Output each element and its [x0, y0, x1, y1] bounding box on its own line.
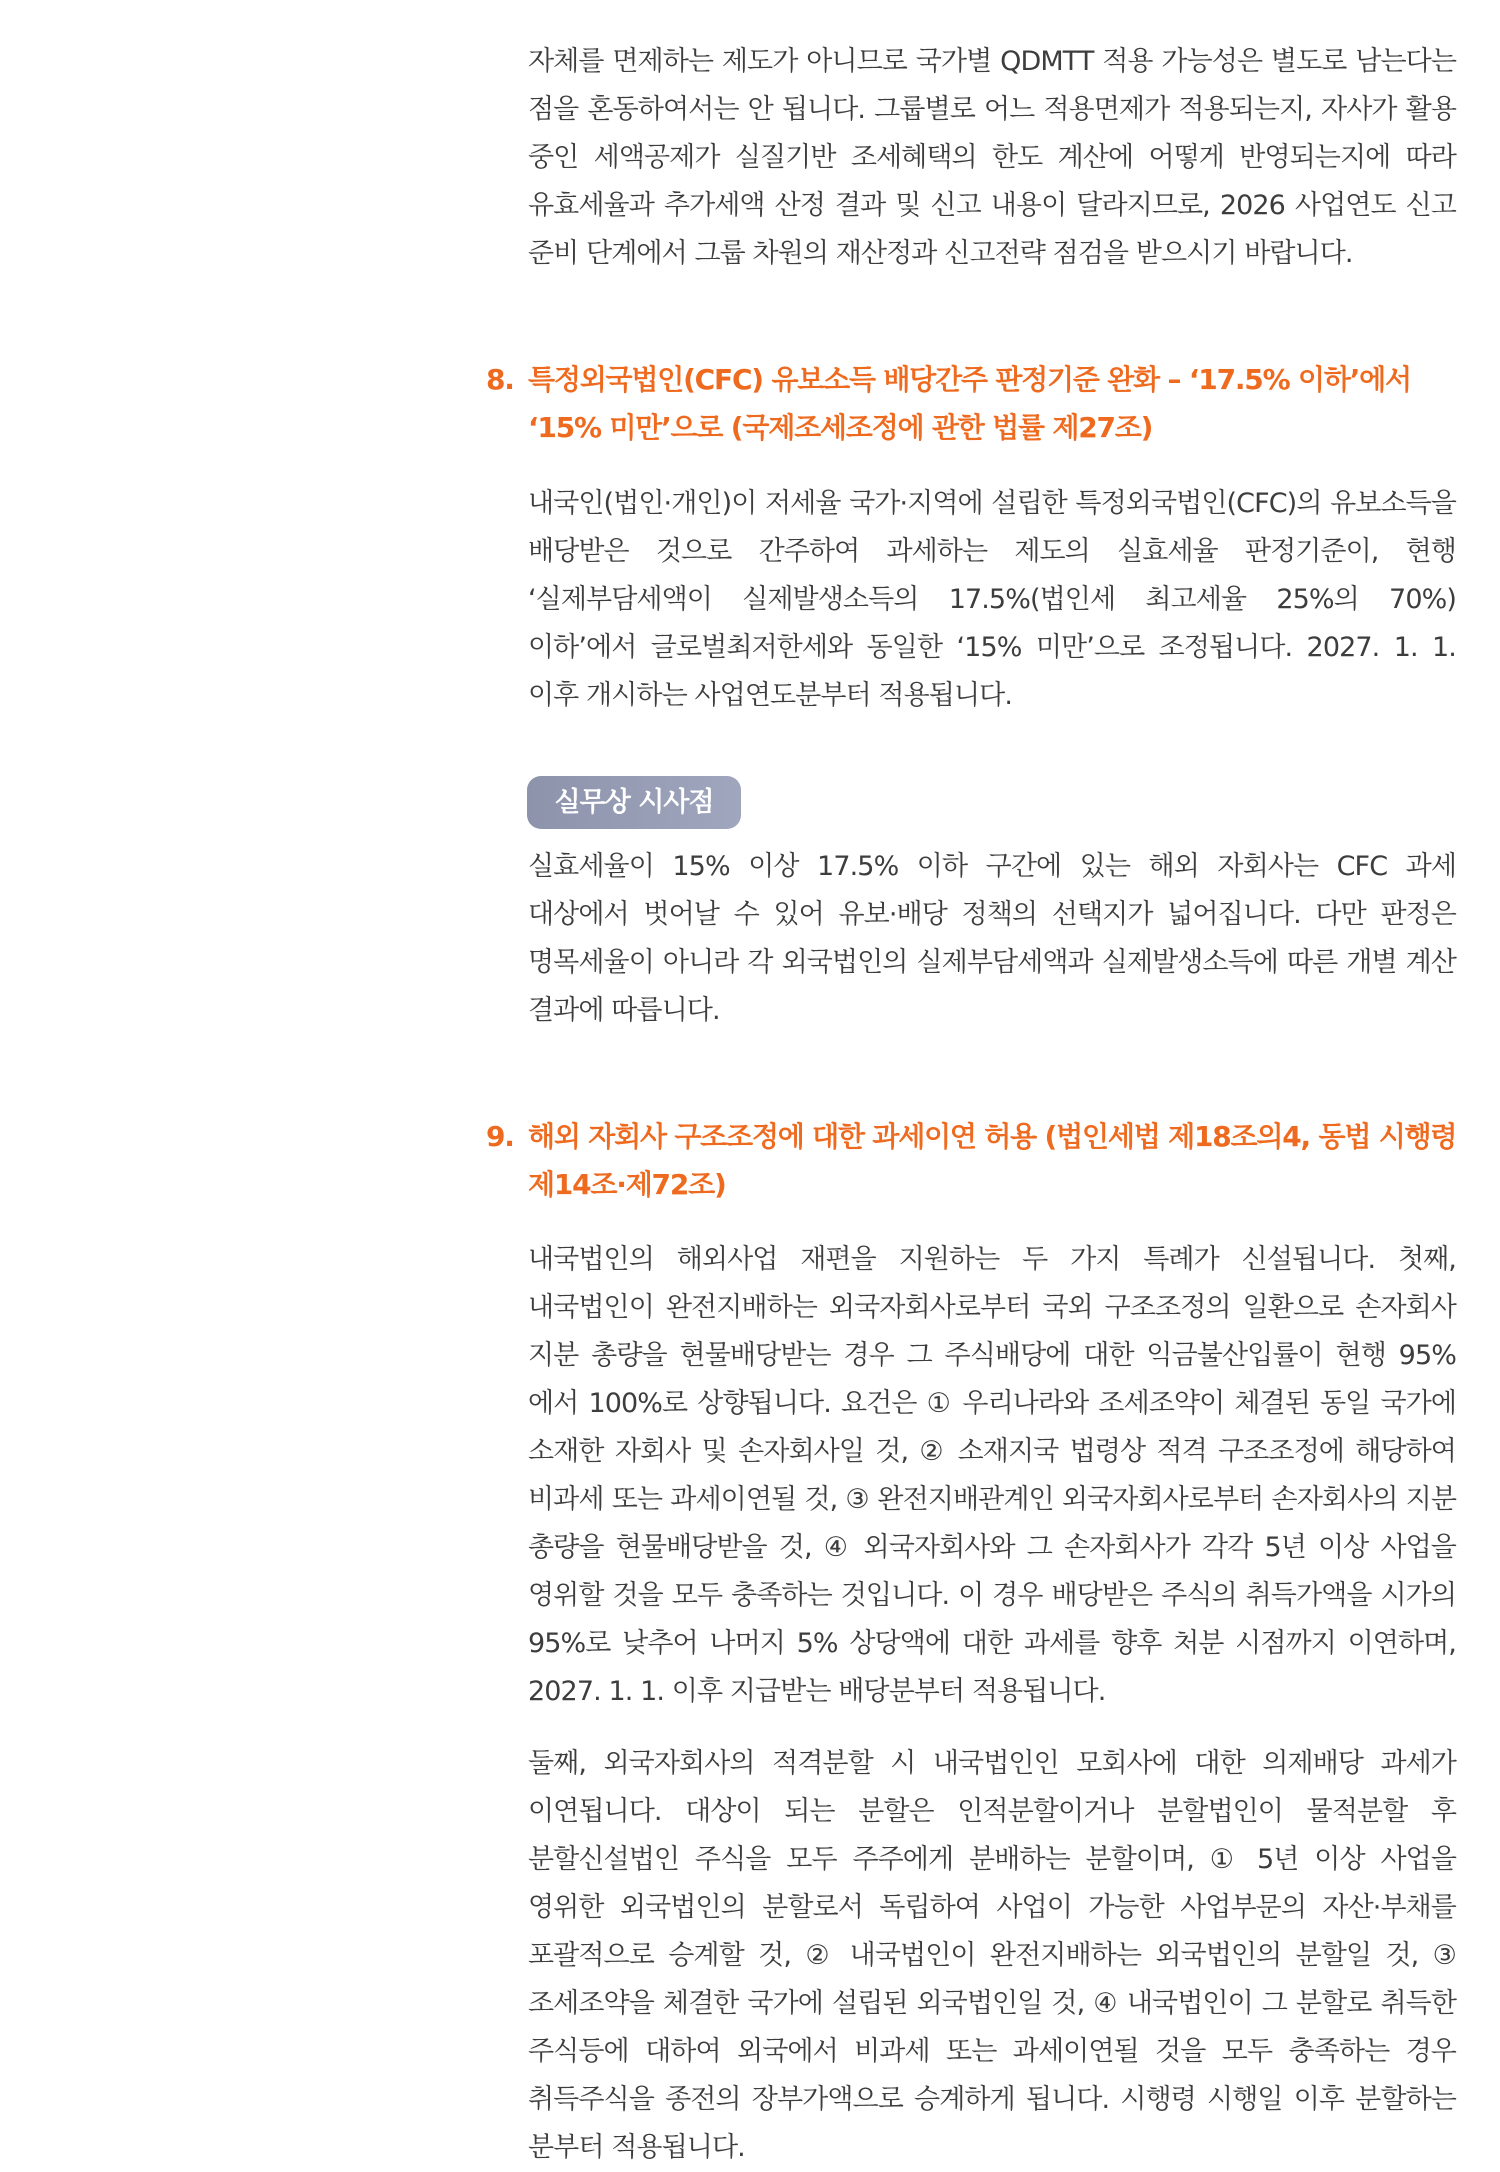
section-8-title: 특정외국법인(CFC) 유보소득 배당간주 판정기준 완화 – ‘17.5% 이하’에서 ‘15% 미만’으로 (국제조세조정에 관한 법률 제27조): [528, 363, 1411, 444]
section-9-title: 해외 자회사 구조조정에 대한 과세이연 허용 (법인세법 제18조의4, 동법 시행령 제14조·제72조): [528, 1120, 1457, 1201]
section-8-number: 8.: [486, 363, 514, 396]
intro-paragraph: 자체를 면제하는 제도가 아니므로 국가별 QDMTT 적용 가능성은 별도로 남는다는 점을 혼동하여서는 안 됩니다. 그룹별로 어느 적용면제가 적용되는지, 자사가 활용 중인 세액공제가 실질기반 조세혜택의 한도 계산에 어떻게 반영되는지에 따라 유효세율과 추가세액 산정 결과 및 신고 내용이 달라지므로, 2026 사업연도 신고 준비 단계에서 그룹 차원의 재산정과 신고전략 점검을 받으시기 바랍니다.: [528, 46, 1456, 269]
section-9-heading: [486, 1113, 1466, 1209]
section-8-heading: [486, 356, 1466, 452]
section-9-number: 9.: [486, 1120, 514, 1153]
practical-implication-badge: 실무상 시사점: [527, 776, 741, 829]
section-8-paragraph: 내국인(법인·개인)이 저세율 국가·지역에 설립한 특정외국법인(CFC)의 유보소득을 배당받은 것으로 간주하여 과세하는 제도의 실효세율 판정기준이, 현행 ‘실제부담세액이 실제발생소득의 17.5%(법인세 최고세율 25%의 70%) 이하’에서 글로벌최저한세와 동일한 ‘15% 미만’으로 조정됩니다. 2027. 1. 1. 이후 개시하는 사업연도분부터 적용됩니다.: [528, 488, 1456, 711]
section-9-paragraph-2: 둘째, 외국자회사의 적격분할 시 내국법인인 모회사에 대한 의제배당 과세가 이연됩니다. 대상이 되는 분할은 인적분할이거나 분할법인이 물적분할 후 분할신설법인 주식을 모두 주주에게 분배하는 분할이며, ① 5년 이상 사업을 영위한 외국법인의 분할로서 독립하여 사업이 가능한 사업부문의 자산·부채를 포괄적으로 승계할 것, ② 내국법인이 완전지배하는 외국법인의 분할일 것, ③ 조세조약을 체결한 국가에 설립된 외국법인일 것, ④ 내국법인이 그 분할로 취득한 주식등에 대하여 외국에서 비과세 또는 과세이연될 것을 모두 충족하는 경우 취득주식을 종전의 장부가액으로 승계하게 됩니다. 시행령 시행일 이후 분할하는 분부터 적용됩니다.: [528, 1748, 1456, 2163]
section-8-implication: 실효세율이 15% 이상 17.5% 이하 구간에 있는 해외 자회사는 CFC 과세 대상에서 벗어날 수 있어 유보·배당 정책의 선택지가 넓어집니다. 다만 판정은 명목세율이 아니라 각 외국법인의 실제부담세액과 실제발생소득에 따른 개별 계산 결과에 따릅니다.: [528, 851, 1456, 1026]
section-9-paragraph-1: 내국법인의 해외사업 재편을 지원하는 두 가지 특례가 신설됩니다. 첫째, 내국법인이 완전지배하는 외국자회사로부터 국외 구조조정의 일환으로 손자회사 지분 총량을 현물배당받는 경우 그 주식배당에 대한 익금불산입률이 현행 95%에서 100%로 상향됩니다. 요건은 ① 우리나라와 조세조약이 체결된 동일 국가에 소재한 자회사 및 손자회사일 것, ② 소재지국 법령상 적격 구조조정에 해당하여 비과세 또는 과세이연될 것, ③ 완전지배관계인 외국자회사로부터 손자회사의 지분 총량을 현물배당받을 것, ④ 외국자회사와 그 손자회사가 각각 5년 이상 사업을 영위할 것을 모두 충족하는 것입니다. 이 경우 배당받은 주식의 취득가액을 시가의 95%로 낮추어 나머지 5% 상당액에 대한 과세를 향후 처분 시점까지 이연하며, 2027. 1. 1. 이후 지급받는 배당분부터 적용됩니다.: [528, 1244, 1456, 1707]
